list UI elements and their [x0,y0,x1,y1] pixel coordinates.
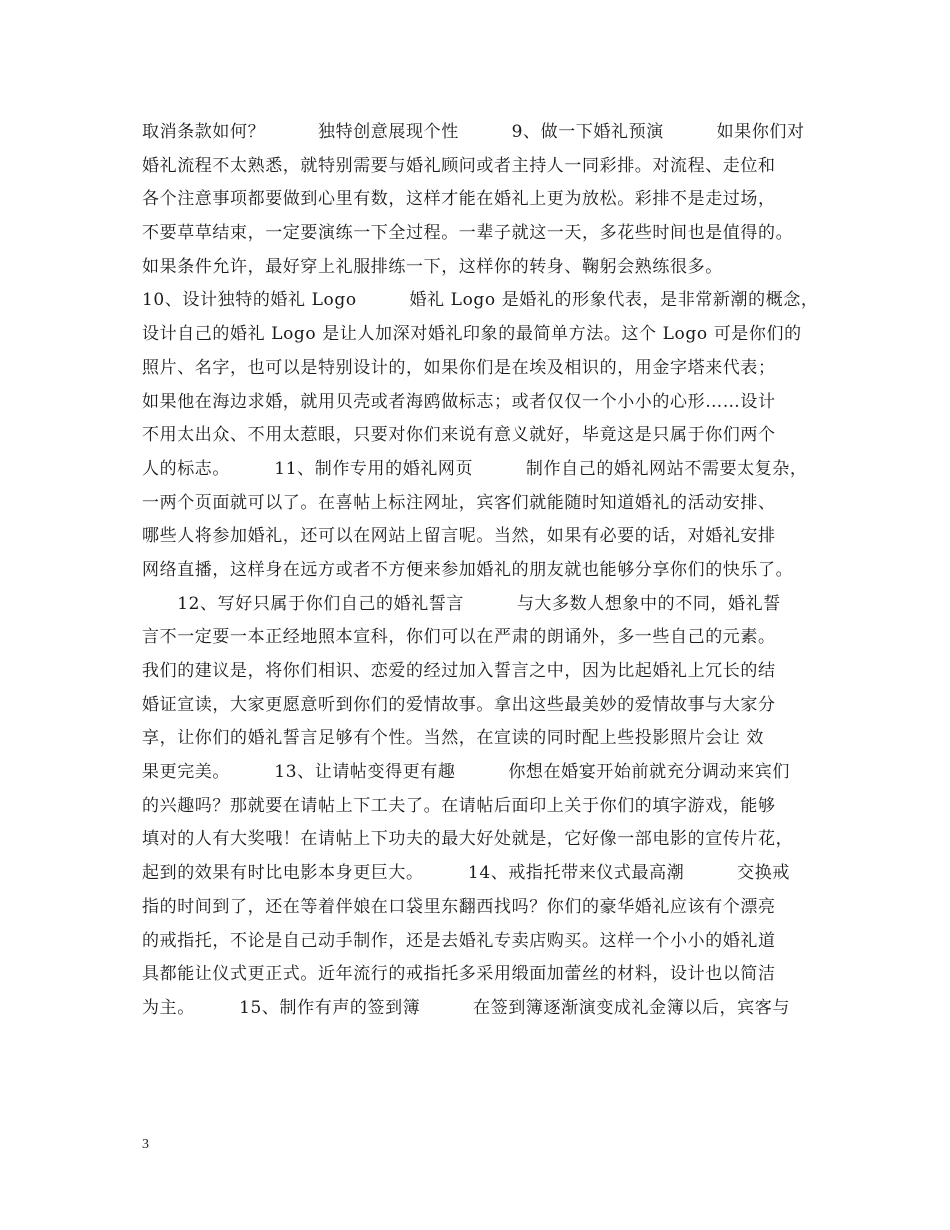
text-line: 婚证宣读，大家更愿意听到你们的爱情故事。拿出这些最美妙的爱情故事与大家分 [142,694,776,715]
text-line: 哪些人将参加婚礼，还可以在网站上留言呢。当然，如果有必要的话，对婚礼安排 [142,526,776,547]
body-text [142,116,822,1026]
text-line: 网络直播，这样身在远方或者不方便来参加婚礼的朋友就也能够分享你们的快乐了。 [142,559,794,580]
text-line: 设计自己的婚礼 Logo 是让人加深对婚礼印象的最简单方法。这个 Logo 可是你们的 [142,324,802,345]
text-line: 的戒指托，不论是自己动手制作，还是去婚礼专卖店购买。这样一个小小的婚礼道 [142,930,776,951]
text-line: 照片、名字，也可以是特别设计的，如果你们是在埃及相识的，用金字塔来代表； [142,357,776,378]
text-line: 言不一定要一本正经地照本宣科，你们可以在严肃的朗诵外，多一些自己的元素。 [142,627,776,648]
text-line: 如果条件允许，最好穿上礼服排练一下，这样你的转身、鞠躬会熟练很多。 [142,256,723,277]
text-line: 的兴趣吗？那就要在请帖上下工夫了。在请帖后面印上关于你们的填字游戏，能够 [142,795,776,816]
text-line: 10、设计独特的婚礼 Logo 婚礼 Logo 是婚礼的形象代表，是非常新潮的概念， [142,290,819,311]
text-line: 不用太出众、不用太惹眼，只要对你们来说有意义就好，毕竟这是只属于你们两个 [142,425,776,446]
text-line: 我们的建议是，将你们相识、恋爱的经过加入誓言之中，因为比起婚礼上冗长的结 [142,661,776,681]
text-line: 人的标志。 11、制作专用的婚礼网页 制作自己的婚礼网站不需要太复杂， [142,458,808,479]
text-line: 享，让你们的婚礼誓言足够有个性。当然，在宣读的同时配上些投影照片会让 效 [142,728,765,749]
page-number: 3 [142,1137,149,1152]
text-line: 具都能让仪式更正式。近年流行的戒指托多采用缎面加蕾丝的材料，设计也以简洁 [142,964,776,985]
text-line: 果更完美。 13、让请帖变得更有趣 你想在婚宴开始前就充分调动来宾们 [142,762,790,783]
text-line: 一两个页面就可以了。在喜帖上标注网址，宾客们就能随时知道婚礼的活动安排、 [142,492,776,513]
text-line: 不要草草结束，一定要演练一下全过程。一辈子就这一天，多花些时间也是值得的。 [142,223,794,244]
text-line: 婚礼流程不太熟悉，就特别需要与婚礼顾问或者主持人一同彩排。对流程、走位和 [142,155,776,176]
text-line: 取消条款如何？ 独特创意展现个性 9、做一下婚礼预演 如果你们对 [142,122,805,142]
text-line: 起到的效果有时比电影本身更巨大。 14、戒指托带来仪式最高潮 交换戒 [142,863,790,884]
text-line: 如果他在海边求婚，就用贝壳或者海鸥做标志；或者仅仅一个小小的心形……设计 [142,391,776,412]
text-line: 12、写好只属于你们自己的婚礼誓言 与大多数人想象中的不同，婚礼誓 [142,593,781,614]
text-line: 为主。 15、制作有声的签到簿 在签到簿逐渐演变成礼金簿以后，宾客与 [142,997,790,1018]
text-line: 填对的人有大奖哦！在请帖上下功夫的最大好处就是，它好像一部电影的宣传片花， [142,829,794,850]
text-line: 各个注意事项都要做到心里有数，这样才能在婚礼上更为放松。彩排不是走过场， [142,189,776,210]
text-line: 指的时间到了，还在等着伴娘在口袋里东翻西找吗？你们的豪华婚礼应该有个漂亮 [142,896,776,917]
